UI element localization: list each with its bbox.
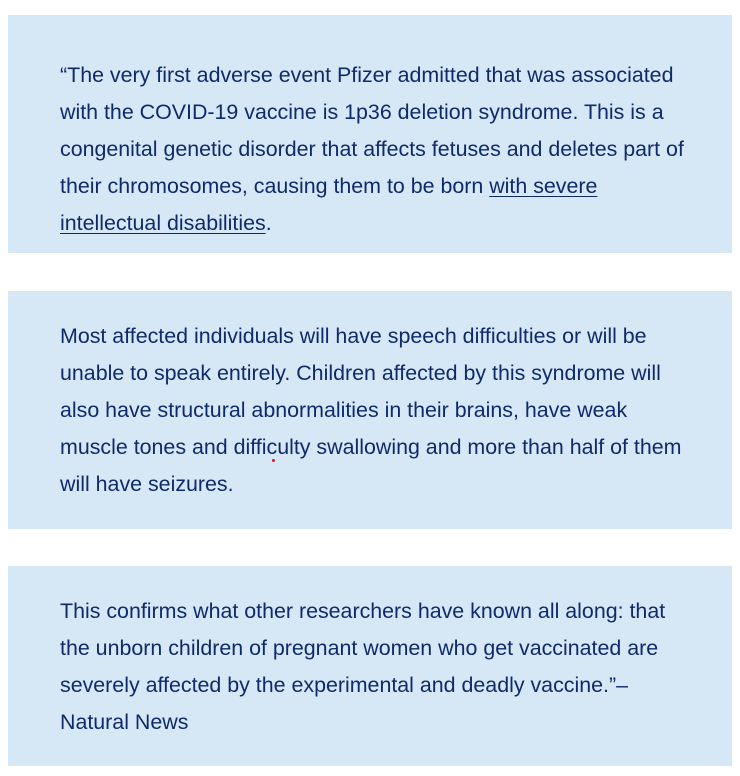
intellectual-disabilities-link[interactable]: with severe intellectual disabilities [60, 174, 598, 235]
quote-paragraph-3: This confirms what other researchers have known all along: that the unborn children of pregnant women who get vaccinated are severely affected by the experimental and deadly vaccine.”– Natural News [60, 599, 666, 734]
quote-text-1-end: . [265, 211, 272, 235]
quote-paragraph-1 [60, 57, 692, 242]
quote-block-2 [8, 291, 732, 529]
quote-block-3 [8, 566, 732, 766]
quote-block-1 [8, 15, 732, 253]
quote-paragraph-2: Most affected individuals will have speech difficulties or will be unable to speak entirely. Children affected by this syndrome will also have structural abnormalities in their brains, have weak muscle tones and difficulty swallowing and more than half of them will have seizures. [60, 324, 682, 496]
red-dot-icon [272, 459, 275, 462]
quote-text-1: “The very first adverse event Pfizer admitted that was associated with the COVID-19 vaccine is 1p36 deletion syndrome. This is a congenital genetic disorder that affects fetuses and deletes part of their chromosomes, causing them to be born [60, 63, 684, 198]
